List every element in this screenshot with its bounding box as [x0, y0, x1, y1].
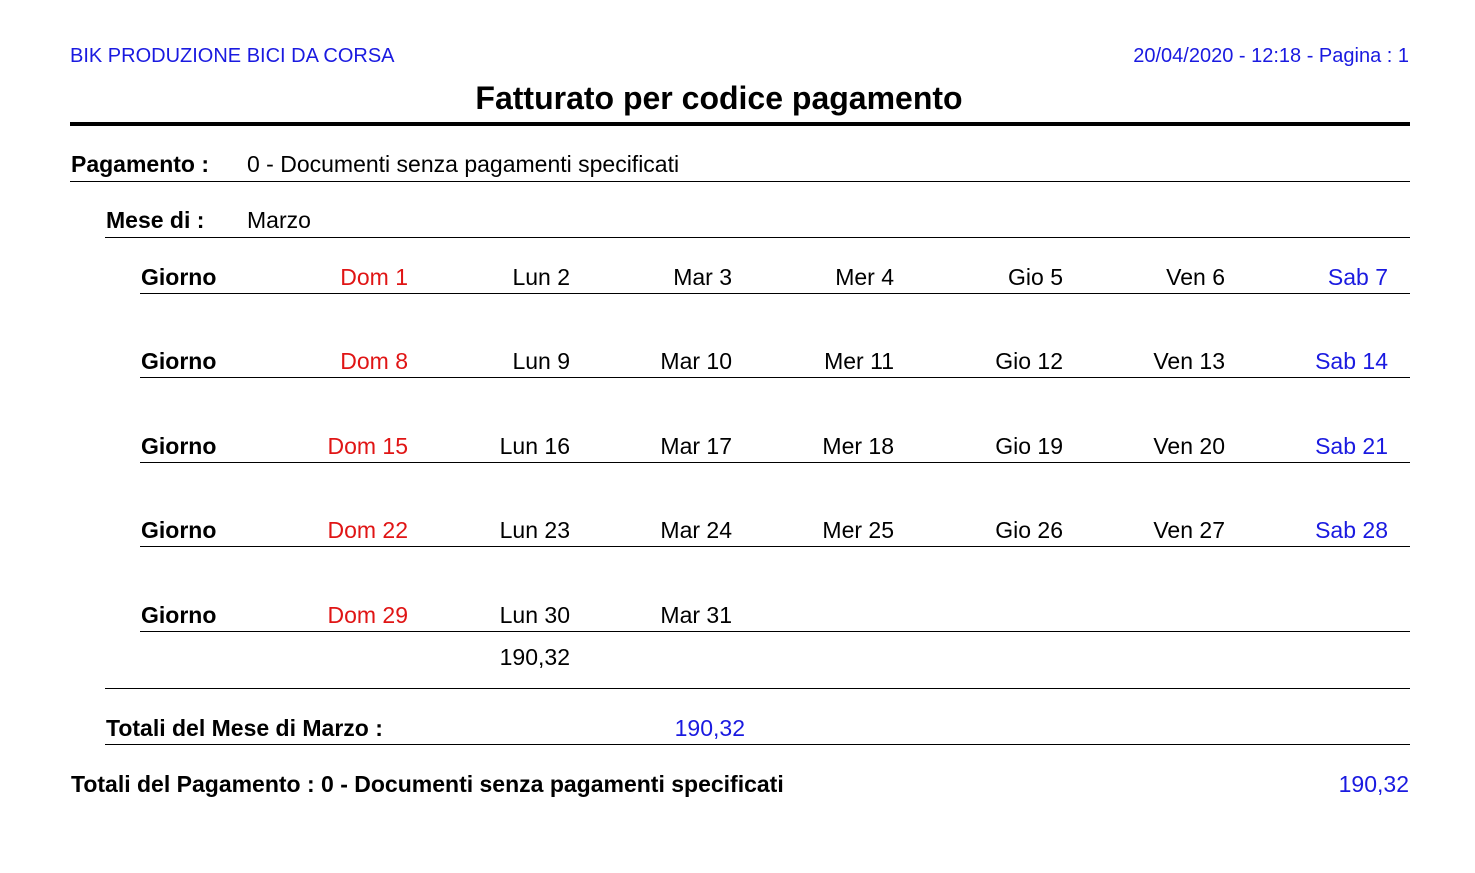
- day-cell: Sab 21: [1315, 433, 1388, 459]
- month-total-divider-top: [105, 688, 1410, 689]
- day-cell: Mar 24: [660, 517, 732, 543]
- day-cell: Lun 9: [512, 348, 570, 374]
- week-row-divider: [140, 293, 1410, 294]
- week-row-divider: [140, 546, 1410, 547]
- day-cell: Sab 7: [1327, 264, 1388, 290]
- payment-label: Pagamento :: [71, 151, 210, 177]
- title-divider: [70, 122, 1410, 126]
- day-cell: Ven 13: [1153, 348, 1225, 374]
- month-total-divider-bottom: [105, 744, 1410, 745]
- week-row-label: Giorno: [141, 348, 217, 374]
- day-cell: Mar 17: [660, 433, 732, 459]
- payment-value: 0 - Documenti senza pagamenti specificati: [247, 151, 680, 177]
- company-name: BIK PRODUZIONE BICI DA CORSA: [70, 45, 395, 67]
- day-cell: Mar 3: [673, 264, 732, 290]
- day-cell: Dom 15: [327, 433, 408, 459]
- day-cell: Gio 19: [995, 433, 1063, 459]
- month-value: Marzo: [247, 207, 311, 233]
- week-row-divider: [140, 631, 1410, 632]
- day-cell: Mer 4: [835, 264, 894, 290]
- payment-total-label: Totali del Pagamento : 0 - Documenti senza pagamenti specificati: [71, 771, 784, 797]
- day-amount: 190,32: [499, 644, 570, 670]
- day-cell: Ven 6: [1166, 264, 1225, 290]
- day-cell: Dom 8: [340, 348, 408, 374]
- payment-total-value: 190,32: [1338, 771, 1409, 797]
- month-divider: [105, 237, 1410, 238]
- print-date-page: 20/04/2020 - 12:18 - Pagina : 1: [1133, 45, 1409, 67]
- day-cell: Lun 23: [499, 517, 570, 543]
- day-cell: Sab 28: [1315, 517, 1388, 543]
- day-cell: Mer 18: [822, 433, 894, 459]
- week-row-label: Giorno: [141, 517, 217, 543]
- month-label: Mese di :: [106, 207, 205, 233]
- day-cell: Gio 26: [995, 517, 1063, 543]
- day-cell: Sab 14: [1315, 348, 1388, 374]
- month-total-label: Totali del Mese di Marzo :: [106, 715, 383, 741]
- day-cell: Mar 10: [660, 348, 732, 374]
- day-cell: Gio 12: [995, 348, 1063, 374]
- day-cell: Lun 2: [512, 264, 570, 290]
- day-cell: Dom 1: [340, 264, 408, 290]
- week-row-divider: [140, 462, 1410, 463]
- day-cell: Lun 30: [499, 602, 570, 628]
- week-row-divider: [140, 377, 1410, 378]
- report-title: Fatturato per codice pagamento: [475, 80, 963, 116]
- day-cell: Ven 27: [1153, 517, 1225, 543]
- payment-divider: [70, 181, 1410, 182]
- day-cell: Mer 11: [824, 348, 894, 374]
- day-cell: Ven 20: [1153, 433, 1225, 459]
- week-row-label: Giorno: [141, 602, 217, 628]
- day-cell: Dom 29: [327, 602, 408, 628]
- day-cell: Gio 5: [1008, 264, 1063, 290]
- day-cell: Lun 16: [499, 433, 570, 459]
- week-row-label: Giorno: [141, 264, 217, 290]
- month-total-value: 190,32: [674, 715, 745, 741]
- day-cell: Dom 22: [327, 517, 408, 543]
- day-cell: Mer 25: [822, 517, 894, 543]
- day-cell: Mar 31: [660, 602, 732, 628]
- week-row-label: Giorno: [141, 433, 217, 459]
